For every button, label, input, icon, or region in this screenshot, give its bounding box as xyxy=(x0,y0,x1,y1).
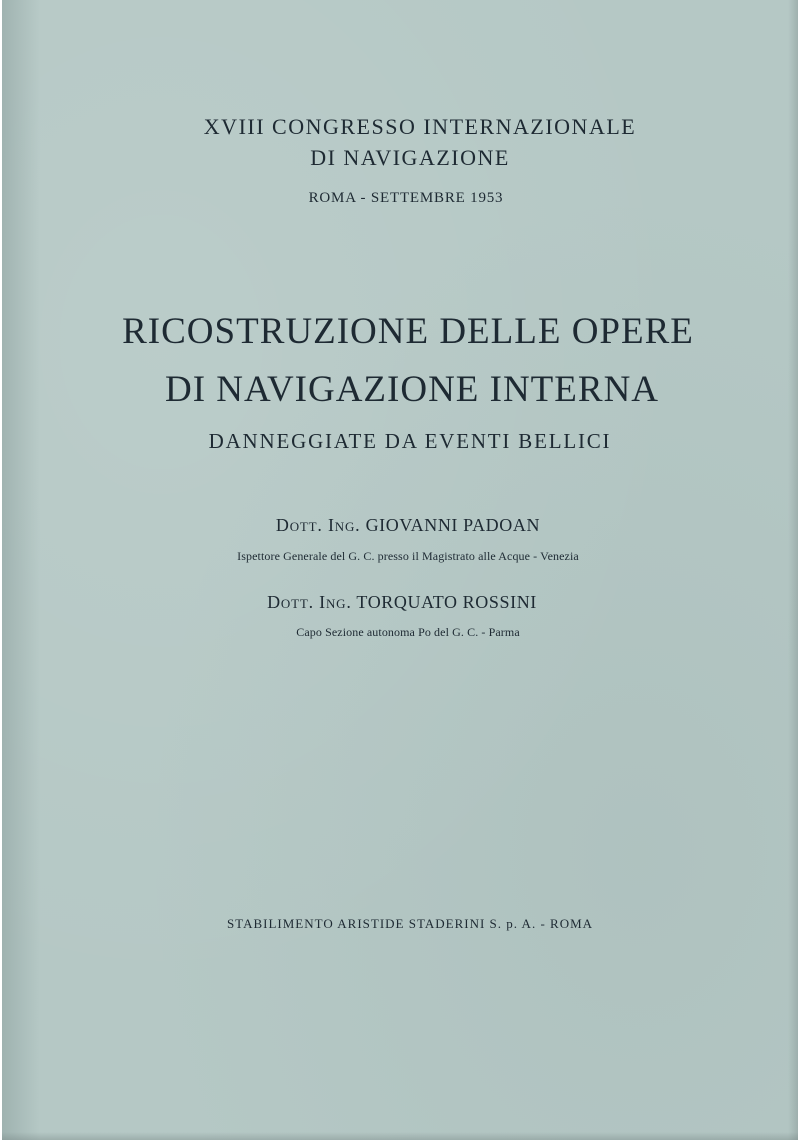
cover-bottom-edge xyxy=(2,1132,798,1140)
congress-name-line-2: DI NAVIGAZIONE xyxy=(310,145,510,170)
author-1-name: GIOVANNI PADOAN xyxy=(365,515,541,535)
book-title-line-1: RICOSTRUZIONE DELLE OPERE xyxy=(122,311,694,352)
spine-shadow xyxy=(2,0,40,1140)
cover-right-edge xyxy=(788,0,798,1140)
author-2-prefix: Dott. Ing. xyxy=(267,592,352,612)
book-title-line-2: DI NAVIGAZIONE INTERNA xyxy=(164,369,660,410)
author-2 xyxy=(4,592,798,613)
author-1-prefix: Dott. Ing. xyxy=(275,515,361,535)
book-subtitle: DANNEGGIATE DA EVENTI BELLICI xyxy=(208,429,612,453)
author-2-affiliation: Capo Sezione autonoma Po del G. C. - Parma xyxy=(296,625,520,639)
author-1 xyxy=(10,515,798,536)
congress-place-date: ROMA - SETTEMBRE 1953 xyxy=(308,190,504,206)
author-2-name: TORQUATO ROSSINI xyxy=(356,592,537,612)
author-1-affiliation: Ispettore Generale del G. C. presso il Magistrato alle Acque - Venezia xyxy=(237,549,579,563)
publisher-imprint: STABILIMENTO ARISTIDE STADERINI S. p. A. - ROMA xyxy=(226,916,594,931)
congress-name-line-1: XVIII CONGRESSO INTERNAZIONALE xyxy=(203,114,637,139)
book-cover xyxy=(2,0,798,1140)
